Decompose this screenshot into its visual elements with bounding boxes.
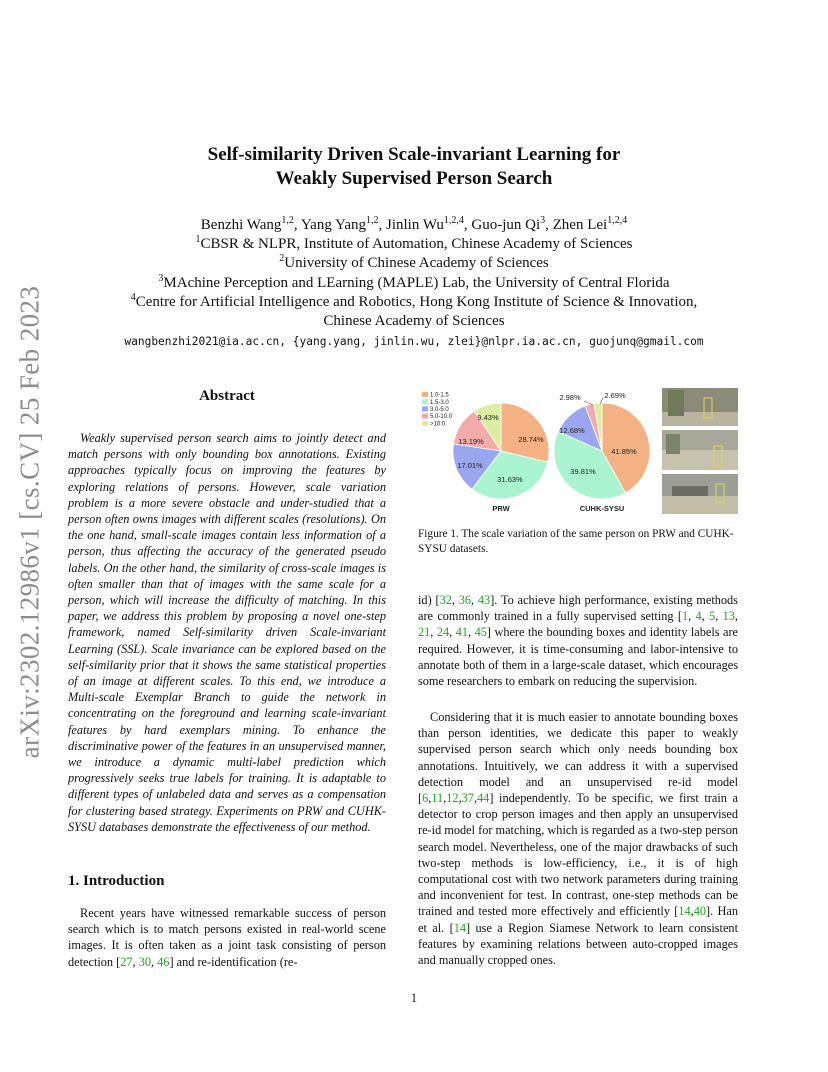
author-list — [0, 216, 828, 235]
citation-link[interactable]: 13 — [722, 609, 735, 624]
slice-label: 2.98% — [559, 393, 581, 402]
affiliation-line — [0, 312, 828, 331]
author-separator: , — [293, 217, 301, 233]
author-separator: , — [545, 217, 553, 233]
legend-label: 3.0-5.0 — [430, 407, 449, 413]
affiliation-text: Chinese Academy of Sciences — [323, 313, 505, 330]
affiliation-text: University of Chinese Academy of Sciences — [284, 255, 549, 272]
paragraph-text: , — [443, 791, 447, 806]
paragraph-text: ] independently. To be specific, we first train a detector to crop person images and then apply an unsupervised re-id model for matching, which is regarded as a two-step person search model. Nevertheless, one of the major drawbacks of such two-step methods is low-efficiency, i.e., it is of high computational cost with two network parameters during training and inconvenient for test. In contrast, one-step methods can be trained and tested more effectively and efficiently [ — [418, 791, 738, 919]
paragraph-text: , — [132, 954, 139, 969]
paragraph-text: , — [458, 791, 462, 806]
author-affil-sup: 1,2 — [366, 215, 379, 226]
arxiv-stamp — [10, 287, 50, 757]
legend-swatch — [422, 406, 428, 411]
citation-link[interactable]: 4 — [695, 609, 702, 624]
body-paragraph — [418, 709, 738, 968]
legend-swatch — [422, 399, 428, 404]
slice-label: 39.81% — [570, 467, 596, 476]
paragraph-text: , — [734, 609, 738, 624]
legend-label: >10.0 — [430, 421, 446, 428]
paragraph-text: , — [151, 954, 158, 969]
cuhk-pie-chart — [554, 391, 650, 513]
citation-link[interactable]: 14 — [453, 920, 467, 935]
legend-label: 5.0-10.0 — [430, 414, 453, 421]
label-leader-line — [584, 401, 593, 405]
paragraph-text: , — [449, 625, 456, 640]
title-line-2: Weakly Supervised Person Search — [275, 168, 553, 189]
author-name: Yang Yang — [300, 217, 366, 233]
slice-label: 13.19% — [458, 437, 484, 446]
legend-swatch — [422, 414, 428, 419]
pie-title: PRW — [492, 504, 510, 513]
paragraph-text: ]. Han et al. [ — [418, 904, 738, 935]
paragraph-text: , — [428, 791, 432, 806]
author-affil-sup: 1,2 — [281, 215, 294, 226]
citation-link[interactable]: 43 — [477, 593, 491, 607]
citation-link[interactable]: 21 — [418, 625, 431, 640]
slice-label: 41.85% — [611, 447, 637, 456]
paragraph-text: , — [690, 904, 694, 919]
pie-title: CUHK-SYSU — [579, 504, 625, 513]
slice-label: 31.63% — [497, 475, 523, 484]
author-name: Guo-jun Qi — [471, 217, 541, 233]
citation-link[interactable]: 30 — [138, 954, 151, 969]
title-line-1: Self-similarity Driven Scale-invariant Learning for — [207, 144, 621, 165]
legend-label: 1.0-1.5 — [430, 392, 449, 399]
affiliation-sup: 2 — [279, 253, 285, 265]
author-name: Benzhi Wang — [200, 217, 282, 233]
example-photo-3-crowd — [672, 486, 708, 496]
author-affil-sup: 3 — [540, 215, 546, 226]
author-affil-sup: 1,2,4 — [443, 215, 464, 226]
affiliation-line — [0, 235, 828, 254]
author-separator: , — [463, 217, 472, 233]
citation-link[interactable]: 24 — [436, 625, 450, 640]
citation-link[interactable]: 12 — [446, 791, 459, 806]
legend-swatch — [422, 421, 428, 426]
chart-legend — [422, 392, 453, 427]
citation-link[interactable]: 27 — [120, 954, 133, 969]
paragraph-text: , — [451, 593, 459, 607]
paragraph-text: Considering that it is much easier to annotate bounding boxes than person identities, we dedicate this paper to weakly supervised person search which only needs bounding box annotations. Intuitively, we can address it with a supervised detection model and an unsupervised re-id model [ — [418, 710, 738, 806]
affiliation-text: CBSR & NLPR, Institute of Automation, Chinese Academy of Sciences — [200, 236, 633, 253]
example-photo-2-bush — [666, 434, 680, 454]
example-photo-strip — [662, 388, 738, 514]
example-photo-1-tree — [668, 390, 684, 416]
citation-link[interactable]: 6 — [422, 791, 429, 806]
author-block — [0, 216, 828, 331]
citation-link[interactable]: 36 — [458, 593, 472, 607]
affiliation-sup: 3 — [158, 272, 164, 284]
citation-link[interactable]: 40 — [693, 904, 707, 919]
citation-link[interactable]: 14 — [678, 904, 691, 919]
paragraph-text: , — [430, 625, 437, 640]
citation-link[interactable]: 5 — [709, 609, 716, 624]
paragraph-text: ] and re-identification (re- — [169, 954, 298, 969]
paragraph-text: id) [ — [418, 593, 440, 607]
affiliation-sup: 4 — [130, 291, 136, 303]
paragraph-text: ] where the bounding boxes and identity labels are required. However, it is time-consuming and labor-intensive to annotate both of them in a large-scale dataset, which encourages some researchers to embark on reducing the supervision. — [418, 625, 739, 689]
paragraph-text: , — [701, 609, 710, 624]
affiliation-text: MAchine Perception and LEarning (MAPLE) Lab, the University of Central Florida — [163, 274, 670, 291]
author-affil-sup: 1,2,4 — [607, 215, 628, 226]
abstract-body: Weakly supervised person search aims to jointly detect and match persons with only bounding box annotations. Existing approaches typically focus on improving the features by exploring relations of persons. However, scale variation problem is a more severe obstacle and under-studied that a person often owns images with different scales (resolutions). On the one hand, small-scale images contain less information of a person, thus affecting the accuracy of the generated pseudo labels. On the other hand, the similarity of cross-scale images is often smaller than that of images with the same scale for a person, which will increase the difficulty of matching. In this paper, we address this problem by proposing a novel one-step framework, named Self-similarity driven Scale-invariant Learning (SSL). Scale invariance can be explored based on the self-similarity prior that it shows the same statistical properties of an image at different scales. To this end, we introduce a Multi-scale Exemplar Branch to guide the network in concentrating on the foreground and learning scale-invariant features by hard exemplars mining. To enhance the discriminative power of the features in an unsupervised manner, we introduce a dynamic multi-label prediction which progressively seeks true labels for training. It is adaptable to different types of unlabeled data and serves as a compensation for clustering based strategy. Experiments on PRW and CUHK-SYSU databases demonstrate the effectiveness of our method. — [68, 431, 386, 834]
citation-link[interactable]: 46 — [157, 954, 170, 969]
example-photo-3-ground — [662, 496, 738, 514]
intro-paragraph — [68, 905, 386, 970]
citation-link[interactable]: 45 — [474, 625, 487, 640]
author-name: Zhen Lei — [552, 217, 608, 233]
citation-link[interactable]: 1 — [681, 609, 689, 624]
paper-title — [0, 143, 828, 191]
author-emails: wangbenzhi2021@ia.ac.cn, {yang.yang, jinlin.wu, zlei}@nlpr.ia.ac.cn, guojunq@gmail.com — [124, 335, 704, 348]
arxiv-id: arXiv:2302.12986v1 [cs.CV] 25 Feb 2023 — [14, 285, 45, 759]
legend-swatch — [422, 392, 428, 397]
affiliation-line — [0, 254, 828, 273]
slice-label: 2.69% — [604, 391, 626, 400]
body-paragraph — [418, 592, 738, 689]
scale-pie-charts — [418, 388, 738, 518]
page-number: 1 — [410, 991, 418, 1005]
paragraph-text: , — [688, 609, 696, 624]
intro-heading: 1. Introduction — [68, 873, 165, 889]
paragraph-text: , — [468, 625, 475, 640]
slice-label: 9.43% — [477, 413, 499, 422]
legend-label: 1.5-3.0 — [430, 399, 449, 406]
citation-link[interactable]: 44 — [477, 791, 490, 806]
author-name: Jinlin Wu — [386, 217, 444, 233]
affiliation-text: Centre for Artificial Intelligence and Robotics, Hong Kong Institute of Science & Innovation, — [135, 293, 698, 310]
citation-link[interactable]: 37 — [461, 791, 474, 806]
author-separator: , — [378, 217, 386, 233]
affiliation-line — [0, 274, 828, 293]
slice-label: 12.68% — [559, 426, 585, 435]
slice-label: 28.74% — [518, 435, 544, 444]
slice-label: 17.01% — [457, 461, 483, 470]
affiliation-list — [0, 235, 828, 331]
abstract-heading: Abstract — [199, 388, 255, 404]
paragraph-text: , — [471, 593, 478, 607]
prw-pie-chart — [453, 403, 549, 513]
citation-link[interactable]: 11 — [431, 791, 444, 806]
figure-caption: Figure 1. The scale variation of the same person on PRW and CUHK-SYSU datasets. — [418, 528, 734, 555]
figure-1 — [418, 388, 738, 518]
citation-link[interactable]: 32 — [439, 593, 452, 607]
affiliation-line — [0, 293, 828, 312]
paragraph-text: , — [715, 609, 723, 624]
paragraph-text: , — [473, 791, 478, 806]
paragraph-text: ] use a Region Siamese Network to learn consistent features by examining relations between auto-cropped images and manually cropped ones. — [418, 920, 738, 968]
paragraph-text: Recent years have witnessed remarkable success of person search which is to match persons existed in real-world scene images. It is often taken as a joint task consisting of person detection [ — [68, 906, 386, 969]
affiliation-sup: 1 — [195, 234, 201, 246]
paragraph-text: ]. To achieve high performance, existing methods are commonly trained in a fully supervised setting [ — [418, 593, 738, 624]
citation-link[interactable]: 41 — [455, 625, 469, 640]
